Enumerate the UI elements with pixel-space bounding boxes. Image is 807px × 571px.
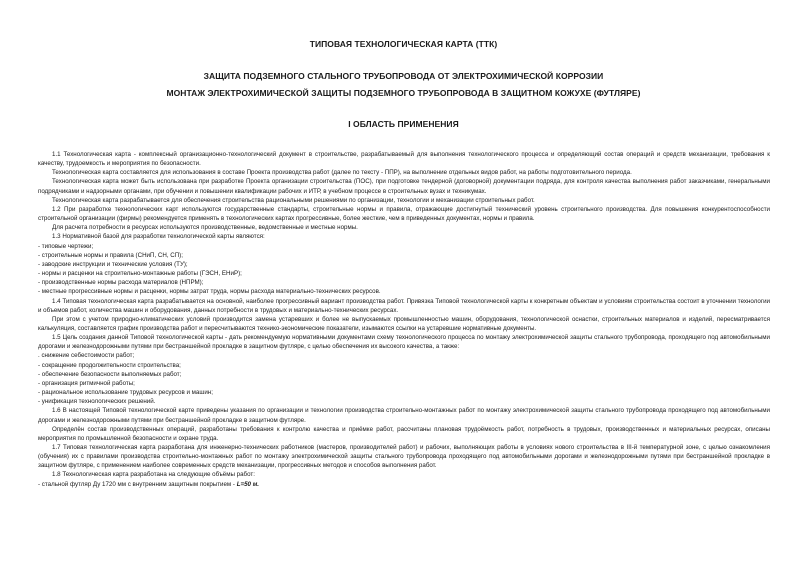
document-subtitle-2: МОНТАЖ ЭЛЕКТРОХИМИЧЕСКОЙ ЗАЩИТЫ ПОДЗЕМНОГО ТРУБОПРОВОДА В ЗАЩИТНОМ КОЖУХЕ (ФУТЛЯРЕ) [166,88,641,98]
section-heading: I ОБЛАСТЬ ПРИМЕНЕНИЯ [348,119,459,129]
list-item: - рациональное использование трудовых ресурсов и машин; [38,389,213,397]
paragraph: 1.6 В настоящей Типовой технологической карте приведены указания по организации и технологии производства строительно-монтажных работ по монтажу электрохимической защиты стального трубопровода проходящего под автомобильными дорогами и железнодорожными путями при бестраншейной прокладке в защитном футляре. [38,407,770,424]
list-item: - сокращение продолжительности строительства; [38,361,181,369]
volume-length-value: L=50 м. [236,480,259,488]
document-body [38,150,770,489]
paragraph: Для расчета потребности в ресурсах используются производственные, ведомственные и местные нормы. [52,224,358,232]
list-item: - типовые чертежи; [38,242,94,250]
paragraph: 1.7 Типовая технологическая карта разработана для инженерно-технических работников (мастеров, производителей работ) и рабочих, выполняющих работы в условиях нового строительства в III-й температурной зоне, с целью ознакомления (обучения) их с правилами производства строительно-монтажных работ по монтажу электрохимической защиты стального трубопровода проходящего под автомобильными дорогами и железнодорожными путями при бестраншейной прокладке в защитном футляре, с применением наиболее современных средств механизации, прогрессивных методов и способов выполнения работ. [38,444,770,470]
paragraph: 1.3 Нормативной базой для разработки технологической карты являются: [52,233,265,241]
paragraph: Технологическая карта разрабатывается для обеспечения строительства рациональными решениями по организации, технологии и механизации строительных работ. [52,196,535,204]
paragraph: 1.1 Технологическая карта - комплексный организационно-технологический документ в строительстве, разрабатываемый для выполнения технологического процесса и определяющий состав операций и средств механизации, требования к качеству, трудоемкость и мероприятия по безопасности. [38,151,770,168]
list-item: - нормы и расценки на строительно-монтажные работы (ГЭСН, ЕНиР); [38,270,242,278]
paragraph: Определён состав производственных операций, разработаны требования к контролю качества и приёмке работ, рассчитаны плановая трудоёмкость работ, потребность в трудовых, производственных и материальных ресурсах, описаны мероприятия по промышленной безопасности и охране труда. [38,425,770,442]
paragraph: 1.5 Цель создания данной Типовой технологической карты - дать рекомендуемую нормативными документами схему технологического процесса по монтажу электрохимической защиты стального трубопровода, проходящего под автомобильными дорогами и железнодорожными путями при бестраншейной прокладке в защитном футляре, с целью обеспечения их высокого качества, а также: [38,334,770,351]
paragraph: Технологическая карта может быть использована при разработке Проекта организации строительства (ПОС), при подготовке тендерной (договорной) документации подряда, для контроля качества выполнения работ заказчиками, генеральными подрядчиками и надзорными органами, при обучении и повышении квалификации рабочих и ИТР, в учебном процессе в строительных вузах и техникумах. [38,178,770,195]
list-item: - строительные нормы и правила (СНиП, СН, СП); [38,251,183,259]
document-title: ТИПОВАЯ ТЕХНОЛОГИЧЕСКАЯ КАРТА (ТТК) [309,39,498,49]
list-item: . снижение себестоимости работ; [38,352,135,360]
list-item: - обеспечение безопасности выполняемых работ; [38,370,182,378]
paragraph: Технологическая карта составляется для использования в составе Проекта производства работ (далее по тексту - ППР), на выполнение отдельных видов работ, на работы подготовительного периода. [52,169,632,177]
volume-line [38,480,770,489]
paragraph: При этом с учетом природно-климатических условий производится замена устаревших и более не выпускаемых промышленностью машин, оборудования, технологической оснастки, строительных материалов и изделий, пересматривается калькуляция, составляется график производства работ и пересчитываются технико-экономические показатели, изымаются ссылки на устаревшие нормативные документы. [38,315,770,332]
document-subtitle-1: ЗАЩИТА ПОДЗЕМНОГО СТАЛЬНОГО ТРУБОПРОВОДА ОТ ЭЛЕКТРОХИМИЧЕСКОЙ КОРРОЗИИ [203,71,604,81]
list-item: - производственные нормы расхода материалов (НПРМ); [38,279,204,287]
list-item: - организация ритмичной работы; [38,379,135,387]
volume-line-text: - стальной футляр Ду 1720 мм с внутренним защитным покрытием - [38,480,237,488]
paragraph: 1.4 Типовая технологическая карта разрабатывается на основной, наиболее прогрессивный вариант производства работ. Привязка Типовой технологической карты к конкретным объектам и условиям строительства состоит в уточнении технологии и объемов работ, количества машин и оборудования, данных потребности в трудовых и материально-технических ресурсах. [38,297,770,314]
paragraph: 1.8 Технологическая карта разработана на следующие объёмы работ: [52,471,255,479]
list-item: - унификация технологических решений. [38,398,156,406]
list-item: - местные прогрессивные нормы и расценки, нормы затрат труда, нормы расхода материально-технических ресурсов. [38,288,381,296]
paragraph: 1.2 При разработке технологических карт используются государственные стандарты, строительные нормы и правила, отражающие достигнутый технический уровень строительного производства. Для повышения конкурентоспособности строительной организации (фирмы) рекомендуется применять в технологических картах прогрессивные, более жесткие, чем в приведенных документах, нормы и правила. [38,205,770,223]
list-item: - заводские инструкции и технические условия (ТУ); [38,260,188,268]
